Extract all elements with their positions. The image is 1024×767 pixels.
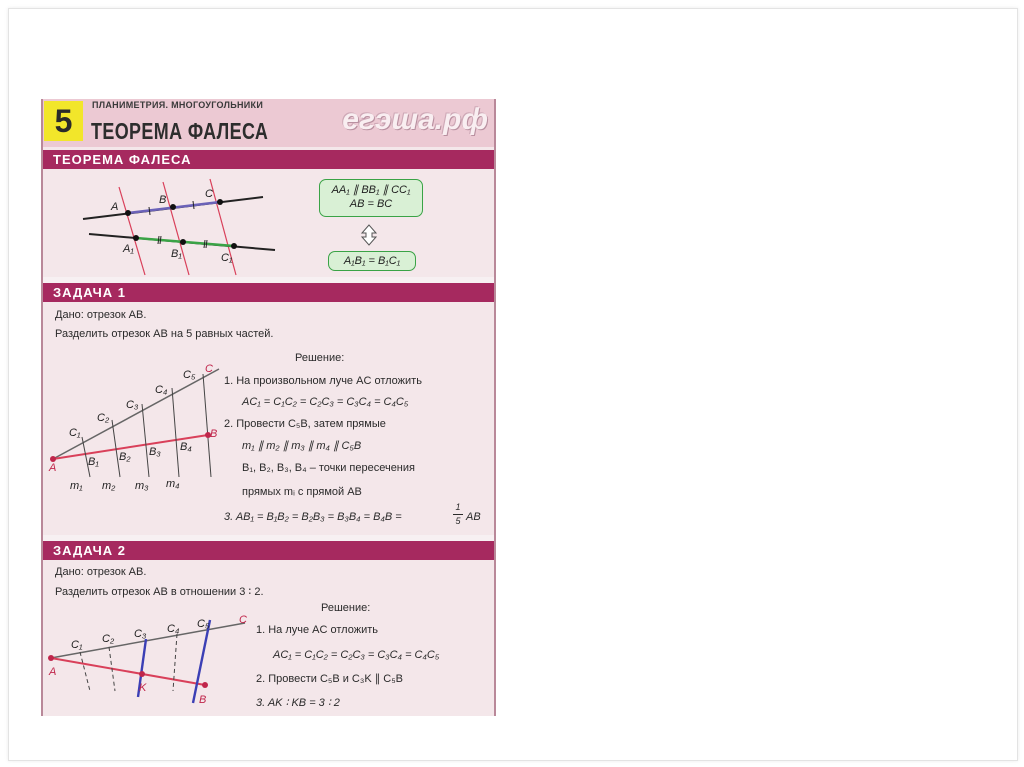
label-c: C	[205, 363, 213, 375]
label-a: A	[49, 666, 57, 678]
label-c2: C₂	[97, 412, 110, 424]
task1-step2-c: прямых mᵢ с прямой AB	[242, 486, 362, 498]
label-a: A	[111, 201, 119, 213]
label-k: K	[139, 682, 147, 694]
task1-step1: 1. На произвольном луче AC отложить	[224, 375, 422, 387]
fraction-numerator: 1	[455, 502, 461, 512]
label-b1: B₁	[88, 456, 99, 468]
site-watermark: егэша.рф	[342, 103, 488, 136]
task1-step3-tail: AB	[466, 511, 481, 523]
label-a1: A₁	[123, 243, 134, 255]
segment-ab	[51, 658, 205, 685]
label-b3: B₃	[149, 446, 161, 458]
fraction-denominator: 5	[455, 516, 461, 526]
task1-step2: 2. Провести C₅B, затем прямые	[224, 418, 386, 430]
dashed-line-1	[80, 652, 90, 691]
label-c4: C₄	[167, 623, 180, 635]
task2-step2: 2. Провести C₅B и C₃K ∥ C₅B	[256, 673, 404, 685]
task2-task: Разделить отрезок AB в отношении 3 ∶ 2.	[55, 586, 264, 598]
task1-task: Разделить отрезок AB на 5 равных частей.	[55, 328, 274, 340]
theorem-bar: ТЕОРЕМА ФАЛЕСА	[43, 150, 494, 169]
label-c: C	[205, 188, 213, 200]
label-m3: m₃	[135, 480, 149, 492]
point-k	[139, 671, 145, 677]
label-b4: B₄	[180, 441, 192, 453]
dashed-line-4	[173, 634, 177, 691]
task1-step2-b: B₁, B₂, B₃, B₄ – точки пересечения	[242, 462, 415, 474]
task2-bar: ЗАДАЧА 2	[43, 541, 494, 560]
page-title: ТЕОРЕМА ФАЛЕСА	[91, 118, 269, 144]
point-a	[48, 655, 54, 661]
label-c5: C₅	[197, 618, 210, 630]
task2-solution-title: Решение:	[321, 602, 371, 614]
label-c: C	[239, 614, 247, 626]
task1-step3: 3. AB₁ = B₁B₂ = B₂B₃ = B₃B₄ = B₄B =	[224, 511, 402, 523]
label-c2: C₂	[102, 633, 115, 645]
task1-bar: ЗАДАЧА 1	[43, 283, 494, 302]
condition-equal: AB = BC	[349, 198, 393, 210]
label-b: B	[210, 428, 218, 440]
label-c3: C₃	[134, 628, 147, 640]
label-b: B	[159, 194, 167, 206]
label-b2: B₂	[119, 451, 131, 463]
task2-step1-eq: AC₁ = C₁C₂ = C₂C₃ = C₃C₄ = C₄C₅	[273, 649, 440, 661]
task1-step1-eq: AC₁ = C₁C₂ = C₂C₃ = C₃C₄ = C₄C₅	[242, 396, 409, 408]
theorem-conclusion: A₁B₁ = B₁C₁	[328, 251, 416, 271]
task2-step1: 1. На луче AC отложить	[256, 624, 378, 636]
label-m1: m₁	[70, 480, 83, 492]
section-subtitle: ПЛАНИМЕТРИЯ. МНОГОУГОЛЬНИКИ	[92, 100, 264, 110]
label-c1: C₁	[69, 427, 81, 439]
label-c5: C₅	[183, 369, 196, 381]
label-b: B	[199, 694, 207, 706]
task1-solution-title: Решение:	[295, 352, 345, 364]
task1-step2-eq: m₁ ∥ m₂ ∥ m₃ ∥ m₄ ∥ C₅B	[242, 440, 362, 452]
task1-given: Дано: отрезок AB.	[55, 309, 147, 321]
task2-step3: 3. AK ∶ KB = 3 ∶ 2	[256, 697, 340, 709]
point-b	[202, 682, 208, 688]
label-m4: m₄	[166, 478, 180, 490]
label-c1: C₁	[221, 252, 233, 264]
task2-given: Дано: отрезок AB.	[55, 566, 147, 578]
task2-figure	[43, 99, 494, 716]
label-c1: C₁	[71, 639, 83, 651]
theorem-card	[41, 99, 496, 716]
label-c3: C₃	[126, 399, 139, 411]
label-a: A	[49, 462, 57, 474]
section-number: 5	[44, 101, 83, 141]
label-c4: C₄	[155, 384, 168, 396]
condition-parallel: AA₁ ∥ BB₁ ∥ CC₁	[331, 184, 411, 196]
label-b1: B₁	[171, 248, 182, 260]
label-m2: m₂	[102, 480, 116, 492]
